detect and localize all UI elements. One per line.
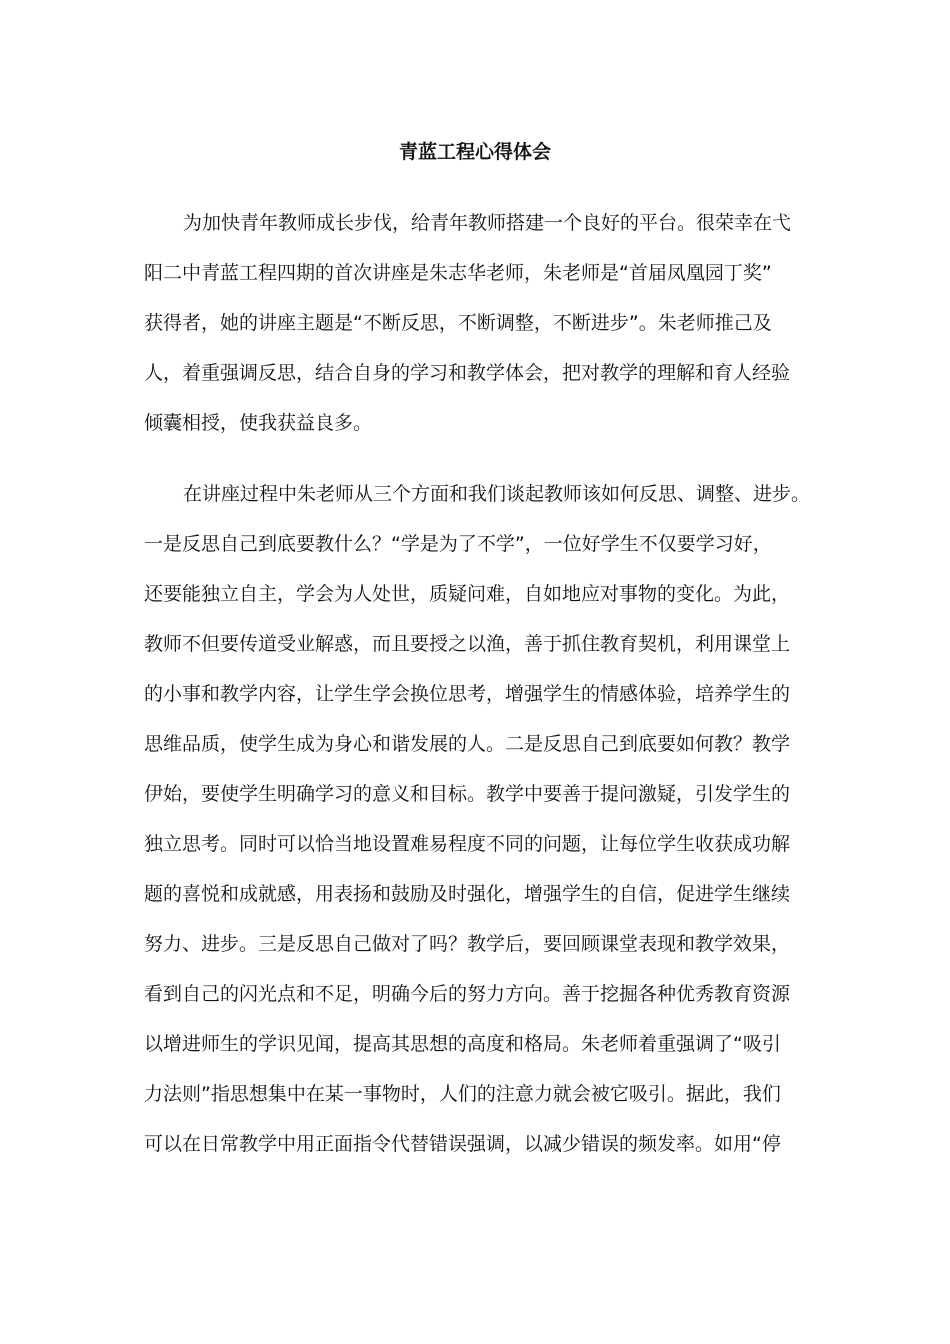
paragraph-line: 伊始，要使学生明确学习的意义和目标。教学中要善于提问激疑，引发学生的 xyxy=(144,783,791,805)
paragraph-line: 倾囊相授，使我获益良多。 xyxy=(144,412,373,434)
paragraph-line: 以增进师生的学识见闻，提高其思想的高度和格局。朱老师着重强调了“吸引 xyxy=(144,1033,781,1055)
paragraph-line: 阳二中青蓝工程四期的首次讲座是朱志华老师，朱老师是“首届凤凰园丁奖” xyxy=(144,262,772,284)
document-title: 青蓝工程心得体会 xyxy=(398,141,551,163)
paragraph-line: 题的喜悦和成就感，用表扬和鼓励及时强化，增强学生的自信，促进学生继续 xyxy=(144,883,791,905)
paragraph-line: 一是反思自己到底要教什么？“学是为了不学”，一位好学生不仅要学习好， xyxy=(144,533,772,555)
paragraph-line: 力法则”指思想集中在某一事物时，人们的注意力就会被它吸引。据此，我们 xyxy=(144,1083,781,1105)
paragraph-line: 努力、进步。三是反思自己做对了吗？教学后，要回顾课堂表现和教学效果， xyxy=(144,933,791,955)
paragraph-line: 的小事和教学内容，让学生学会换位思考，增强学生的情感体验，培养学生的 xyxy=(144,683,791,705)
paragraph-line: 为加快青年教师成长步伐，给青年教师搭建一个良好的平台。很荣幸在弋 xyxy=(183,212,792,234)
paragraph-line: 思维品质，使学生成为身心和谐发展的人。二是反思自己到底要如何教？教学 xyxy=(144,733,791,755)
paragraph-2 xyxy=(144,469,811,1169)
paragraph-line: 教师不但要传道受业解惑，而且要授之以渔，善于抓住教育契机，利用课堂上 xyxy=(144,633,791,655)
paragraph-line: 人，着重强调反思，结合自身的学习和教学体会，把对教学的理解和育人经验 xyxy=(144,362,791,384)
paragraph-line: 独立思考。同时可以恰当地设置难易程度不同的问题，让每位学生收获成功解 xyxy=(144,833,791,855)
paragraph-line: 获得者，她的讲座主题是“不断反思，不断调整，不断进步”。朱老师推己及 xyxy=(144,312,772,334)
paragraph-line: 看到自己的闪光点和不足，明确今后的努力方向。善于挖掘各种优秀教育资源 xyxy=(144,983,791,1005)
paragraph-1 xyxy=(144,198,806,448)
paragraph-line: 还要能独立自主，学会为人处世，质疑问难，自如地应对事物的变化。为此， xyxy=(144,583,791,605)
paragraph-line: 可以在日常教学中用正面指令代替错误强调，以减少错误的频发率。如用“停 xyxy=(144,1133,781,1155)
paragraph-line: 在讲座过程中朱老师从三个方面和我们谈起教师该如何反思、调整、进步。 xyxy=(183,483,811,505)
